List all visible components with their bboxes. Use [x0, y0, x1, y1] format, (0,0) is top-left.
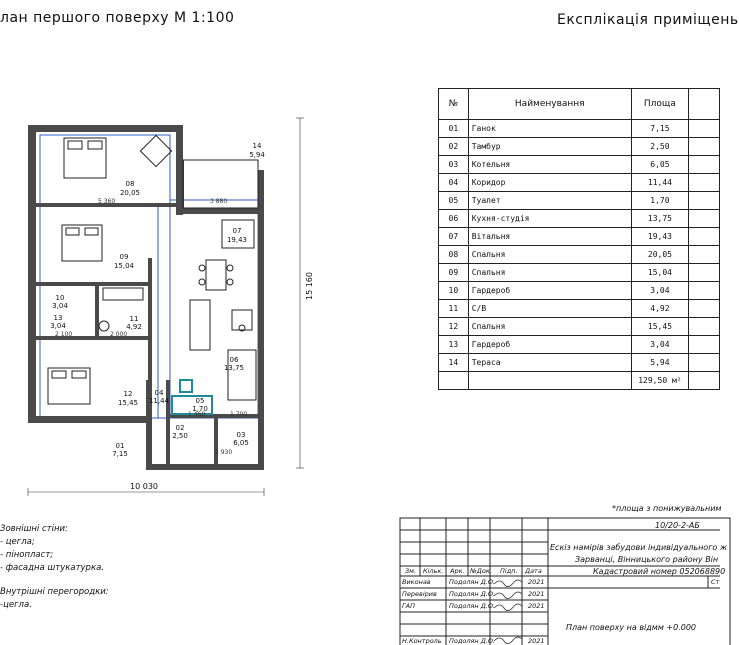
- cell-name: Спальня: [468, 318, 631, 336]
- room-01-no: 01: [115, 442, 125, 450]
- cell-no: 12: [439, 318, 469, 336]
- svg-text:5 360: 5 360: [98, 198, 116, 205]
- room-05-no: 05: [195, 397, 205, 405]
- cell-name: Кухня-студія: [468, 210, 631, 228]
- svg-text:1 460: 1 460: [188, 411, 206, 418]
- legend-outer-title: Зовнішні стіни:: [0, 524, 68, 534]
- cell-name: Тамбур: [468, 138, 631, 156]
- cell-no: 10: [439, 282, 469, 300]
- col-header-name: Найменування: [468, 89, 631, 120]
- room-14-no: 14: [252, 142, 262, 150]
- legend-outer-item: - цегла;: [0, 537, 35, 547]
- cell-no: 05: [439, 192, 469, 210]
- room-04-area: 11,44: [148, 397, 170, 405]
- room-02-area: 2,50: [172, 432, 188, 440]
- role-label: ГАП: [402, 602, 415, 610]
- col-header-no: №: [439, 89, 469, 120]
- svg-text:2 930: 2 930: [215, 449, 233, 456]
- cell-name: Спальня: [468, 246, 631, 264]
- overall-height-text: 15 160: [305, 272, 314, 300]
- cell-area: 11,44: [631, 174, 688, 192]
- person-name: Подолян Д.О.: [449, 602, 496, 610]
- room-08-no: 08: [125, 180, 135, 188]
- room-11-no: 11: [129, 315, 139, 323]
- overall-width-text: 10 030: [130, 482, 158, 491]
- cell-no: 11: [439, 300, 469, 318]
- svg-text:2 000: 2 000: [110, 331, 128, 338]
- cell-area: 3,04: [631, 282, 688, 300]
- room-03-no: 03: [236, 431, 246, 439]
- room-02-no: 02: [175, 424, 185, 432]
- cell-no: 14: [439, 354, 469, 372]
- cell-no: 02: [439, 138, 469, 156]
- cell-name: Гардероб: [468, 282, 631, 300]
- plan-title: лан першого поверху М 1:100: [0, 10, 235, 26]
- explication-title: Експлікація приміщень: [557, 12, 739, 28]
- cell-area: 15,04: [631, 264, 688, 282]
- room-06-no: 06: [229, 356, 239, 364]
- person-name: Подолян Д.О.: [449, 578, 496, 586]
- cell-name: Котельня: [468, 156, 631, 174]
- cell-name: Гардероб: [468, 336, 631, 354]
- room-04-no: 04: [154, 389, 164, 397]
- role-label: Н.Контроль: [402, 637, 442, 645]
- cell-name: Вітальня: [468, 228, 631, 246]
- cell-area: 13,75: [631, 210, 688, 228]
- room-14-area: 5,94: [249, 151, 265, 159]
- room-07-no: 07: [232, 227, 242, 235]
- cell-no: 07: [439, 228, 469, 246]
- project-desc-1: Ескіз намірів забудови індивідуального ж: [550, 543, 728, 552]
- person-name: Подолян Д.О.: [449, 590, 496, 598]
- project-desc-2: Зарванці, Вінницького району Він: [575, 555, 719, 564]
- cell-name: Коридор: [468, 174, 631, 192]
- room-13-no: 13: [53, 314, 63, 322]
- legend-inner-item: -цегла.: [0, 600, 32, 610]
- legend-outer-item: - фасадна штукатурка.: [0, 563, 104, 573]
- legend-inner-title: Внутрішні перегородки:: [0, 587, 109, 597]
- cell-area: 7,15: [631, 120, 688, 138]
- svg-text:2 100: 2 100: [55, 331, 73, 338]
- cell-name: Ганок: [468, 120, 631, 138]
- cell-no: 08: [439, 246, 469, 264]
- room-10-no: 10: [55, 294, 65, 302]
- sign-date: 2021: [528, 578, 545, 586]
- stage-label: Ст: [711, 578, 720, 586]
- room-09-no: 09: [119, 253, 129, 261]
- cell-area: 3,04: [631, 336, 688, 354]
- cell-no: 04: [439, 174, 469, 192]
- room-10-area: 3,04: [52, 302, 68, 310]
- cell-area: 2,50: [631, 138, 688, 156]
- legend-outer-item: - пінопласт;: [0, 550, 54, 560]
- room-03-area: 6,05: [233, 439, 249, 447]
- project-desc-3: Кадастровий номер 052068890: [593, 567, 726, 576]
- cell-no: 06: [439, 210, 469, 228]
- project-code: 10/20-2-АБ: [655, 521, 700, 530]
- cell-area: 4,92: [631, 300, 688, 318]
- col-header-area: Площа: [631, 89, 688, 120]
- room-13-area: 3,04: [50, 322, 66, 330]
- sign-date: 2021: [528, 590, 545, 598]
- cell-area: 5,94: [631, 354, 688, 372]
- cell-area: 6,05: [631, 156, 688, 174]
- cell-name: Тераса: [468, 354, 631, 372]
- svg-text:1 700: 1 700: [230, 411, 248, 418]
- room-01-area: 7,15: [112, 450, 128, 458]
- svg-text:3 880: 3 880: [210, 198, 228, 205]
- room-06-area: 13,75: [223, 364, 245, 372]
- cell-area: 15,45: [631, 318, 688, 336]
- person-name: Подолян Д.О.: [449, 637, 496, 645]
- cell-name: Спальня: [468, 264, 631, 282]
- total-area: 129,50 м²: [631, 372, 688, 390]
- room-07-area: 19,43: [226, 236, 248, 244]
- role-label: Перевірив: [402, 590, 437, 598]
- room-08-area: 20,05: [119, 189, 141, 197]
- cell-area: 19,43: [631, 228, 688, 246]
- sign-date: 2021: [528, 602, 545, 610]
- cell-area: 20,05: [631, 246, 688, 264]
- role-label: Виконав: [402, 578, 431, 586]
- cell-no: 09: [439, 264, 469, 282]
- sign-date: 2021: [528, 637, 545, 645]
- cell-name: Туалет: [468, 192, 631, 210]
- room-12-area: 15,45: [117, 399, 139, 407]
- cell-no: 03: [439, 156, 469, 174]
- cell-name: С/В: [468, 300, 631, 318]
- sheet-title: План поверху на відмм +0.000: [566, 623, 697, 632]
- room-09-area: 15,04: [113, 262, 135, 270]
- room-11-area: 4,92: [126, 323, 142, 331]
- room-05-area: 1,70: [192, 405, 208, 413]
- cell-no: 13: [439, 336, 469, 354]
- room-12-no: 12: [123, 390, 133, 398]
- area-footnote: *площа з понижувальним: [612, 504, 722, 513]
- cell-no: 01: [439, 120, 469, 138]
- cell-area: 1,70: [631, 192, 688, 210]
